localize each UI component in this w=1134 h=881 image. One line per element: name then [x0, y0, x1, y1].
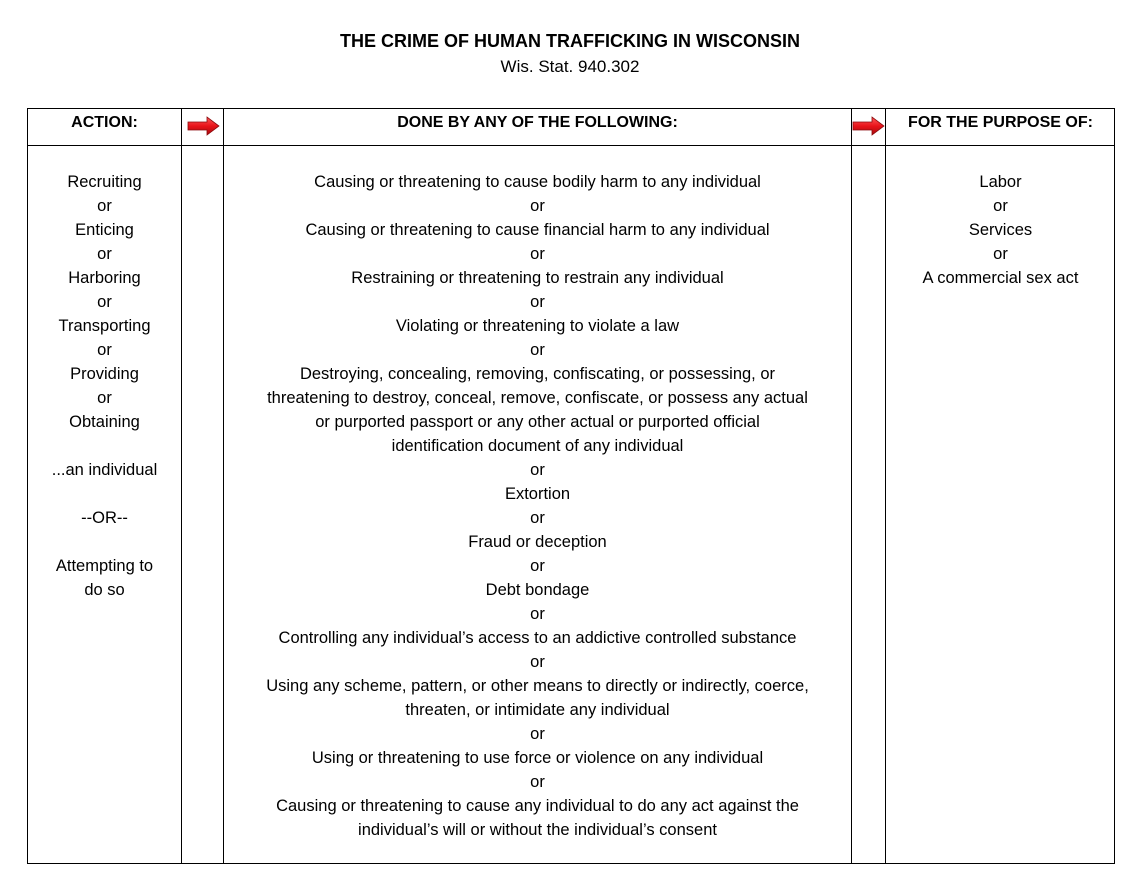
means-item: Restraining or threatening to restrain any individual — [351, 269, 724, 287]
means-item: or purported passport or any other actual or purported official — [315, 413, 760, 431]
or-connector: or — [530, 557, 545, 575]
column-divider — [181, 109, 182, 863]
or-connector: or — [530, 197, 545, 215]
or-connector: or — [530, 341, 545, 359]
attempt-line: Attempting to — [55, 557, 154, 575]
or-connector: or — [530, 725, 545, 743]
means-item: individual’s will or without the individual’s consent — [358, 821, 717, 839]
or-connector: or — [530, 293, 545, 311]
means-item: Destroying, concealing, removing, confiscating, or possessing, or — [299, 365, 776, 383]
means-header: DONE BY ANY OF THE FOLLOWING: — [397, 114, 678, 131]
or-connector: or — [993, 245, 1008, 263]
or-connector: or — [530, 605, 545, 623]
action-column — [28, 170, 181, 602]
purpose-column — [886, 170, 1115, 290]
or-connector: or — [530, 509, 545, 527]
means-item: Extortion — [504, 485, 571, 503]
or-connector: or — [97, 341, 112, 359]
means-item: Using any scheme, pattern, or other means to directly or indirectly, coerce, — [266, 677, 809, 695]
means-item: Causing or threatening to cause bodily harm to any individual — [314, 173, 761, 191]
header-divider — [28, 145, 1114, 146]
means-item: threatening to destroy, conceal, remove, confiscate, or possess any actual — [267, 389, 808, 407]
or-connector: or — [993, 197, 1008, 215]
or-connector: or — [97, 245, 112, 263]
or-connector: or — [97, 389, 112, 407]
action-item: Enticing — [75, 221, 134, 239]
or-connector: or — [530, 461, 545, 479]
means-item: Violating or threatening to violate a law — [395, 317, 680, 335]
means-column — [224, 170, 851, 842]
means-item: Causing or threatening to cause financial harm to any individual — [305, 221, 770, 239]
means-item: Fraud or deception — [468, 533, 607, 551]
action-item: Transporting — [58, 317, 151, 335]
or-separator: --OR-- — [81, 509, 128, 527]
attempt-line: do so — [84, 581, 125, 599]
trafficking-elements-table — [27, 108, 1115, 864]
purpose-header: FOR THE PURPOSE OF: — [908, 114, 1093, 131]
red-right-arrow-icon — [187, 116, 220, 136]
means-item: Using or threatening to use force or violence on any individual — [311, 749, 764, 767]
or-connector: or — [530, 653, 545, 671]
or-connector: or — [530, 773, 545, 791]
means-item: threaten, or intimidate any individual — [405, 701, 670, 719]
column-divider — [851, 109, 852, 863]
or-connector: or — [97, 293, 112, 311]
purpose-item: Labor — [979, 173, 1022, 191]
purpose-item: A commercial sex act — [922, 269, 1079, 287]
action-header: ACTION: — [71, 114, 138, 131]
document-title: THE CRIME OF HUMAN TRAFFICKING IN WISCONSIN — [340, 31, 800, 51]
means-item: identification document of any individual — [391, 437, 684, 455]
statute-citation: Wis. Stat. 940.302 — [500, 57, 640, 76]
action-item: Obtaining — [69, 413, 140, 431]
or-connector: or — [530, 245, 545, 263]
red-right-arrow-icon — [852, 116, 885, 136]
means-item: Debt bondage — [485, 581, 590, 599]
action-item: Providing — [70, 365, 139, 383]
means-item: Causing or threatening to cause any individual to do any act against the — [276, 797, 799, 815]
action-object: ...an individual — [51, 461, 158, 479]
purpose-item: Services — [968, 221, 1033, 239]
means-item: Controlling any individual’s access to an addictive controlled substance — [278, 629, 797, 647]
action-item: Recruiting — [67, 173, 142, 191]
action-item: Harboring — [68, 269, 141, 287]
or-connector: or — [97, 197, 112, 215]
